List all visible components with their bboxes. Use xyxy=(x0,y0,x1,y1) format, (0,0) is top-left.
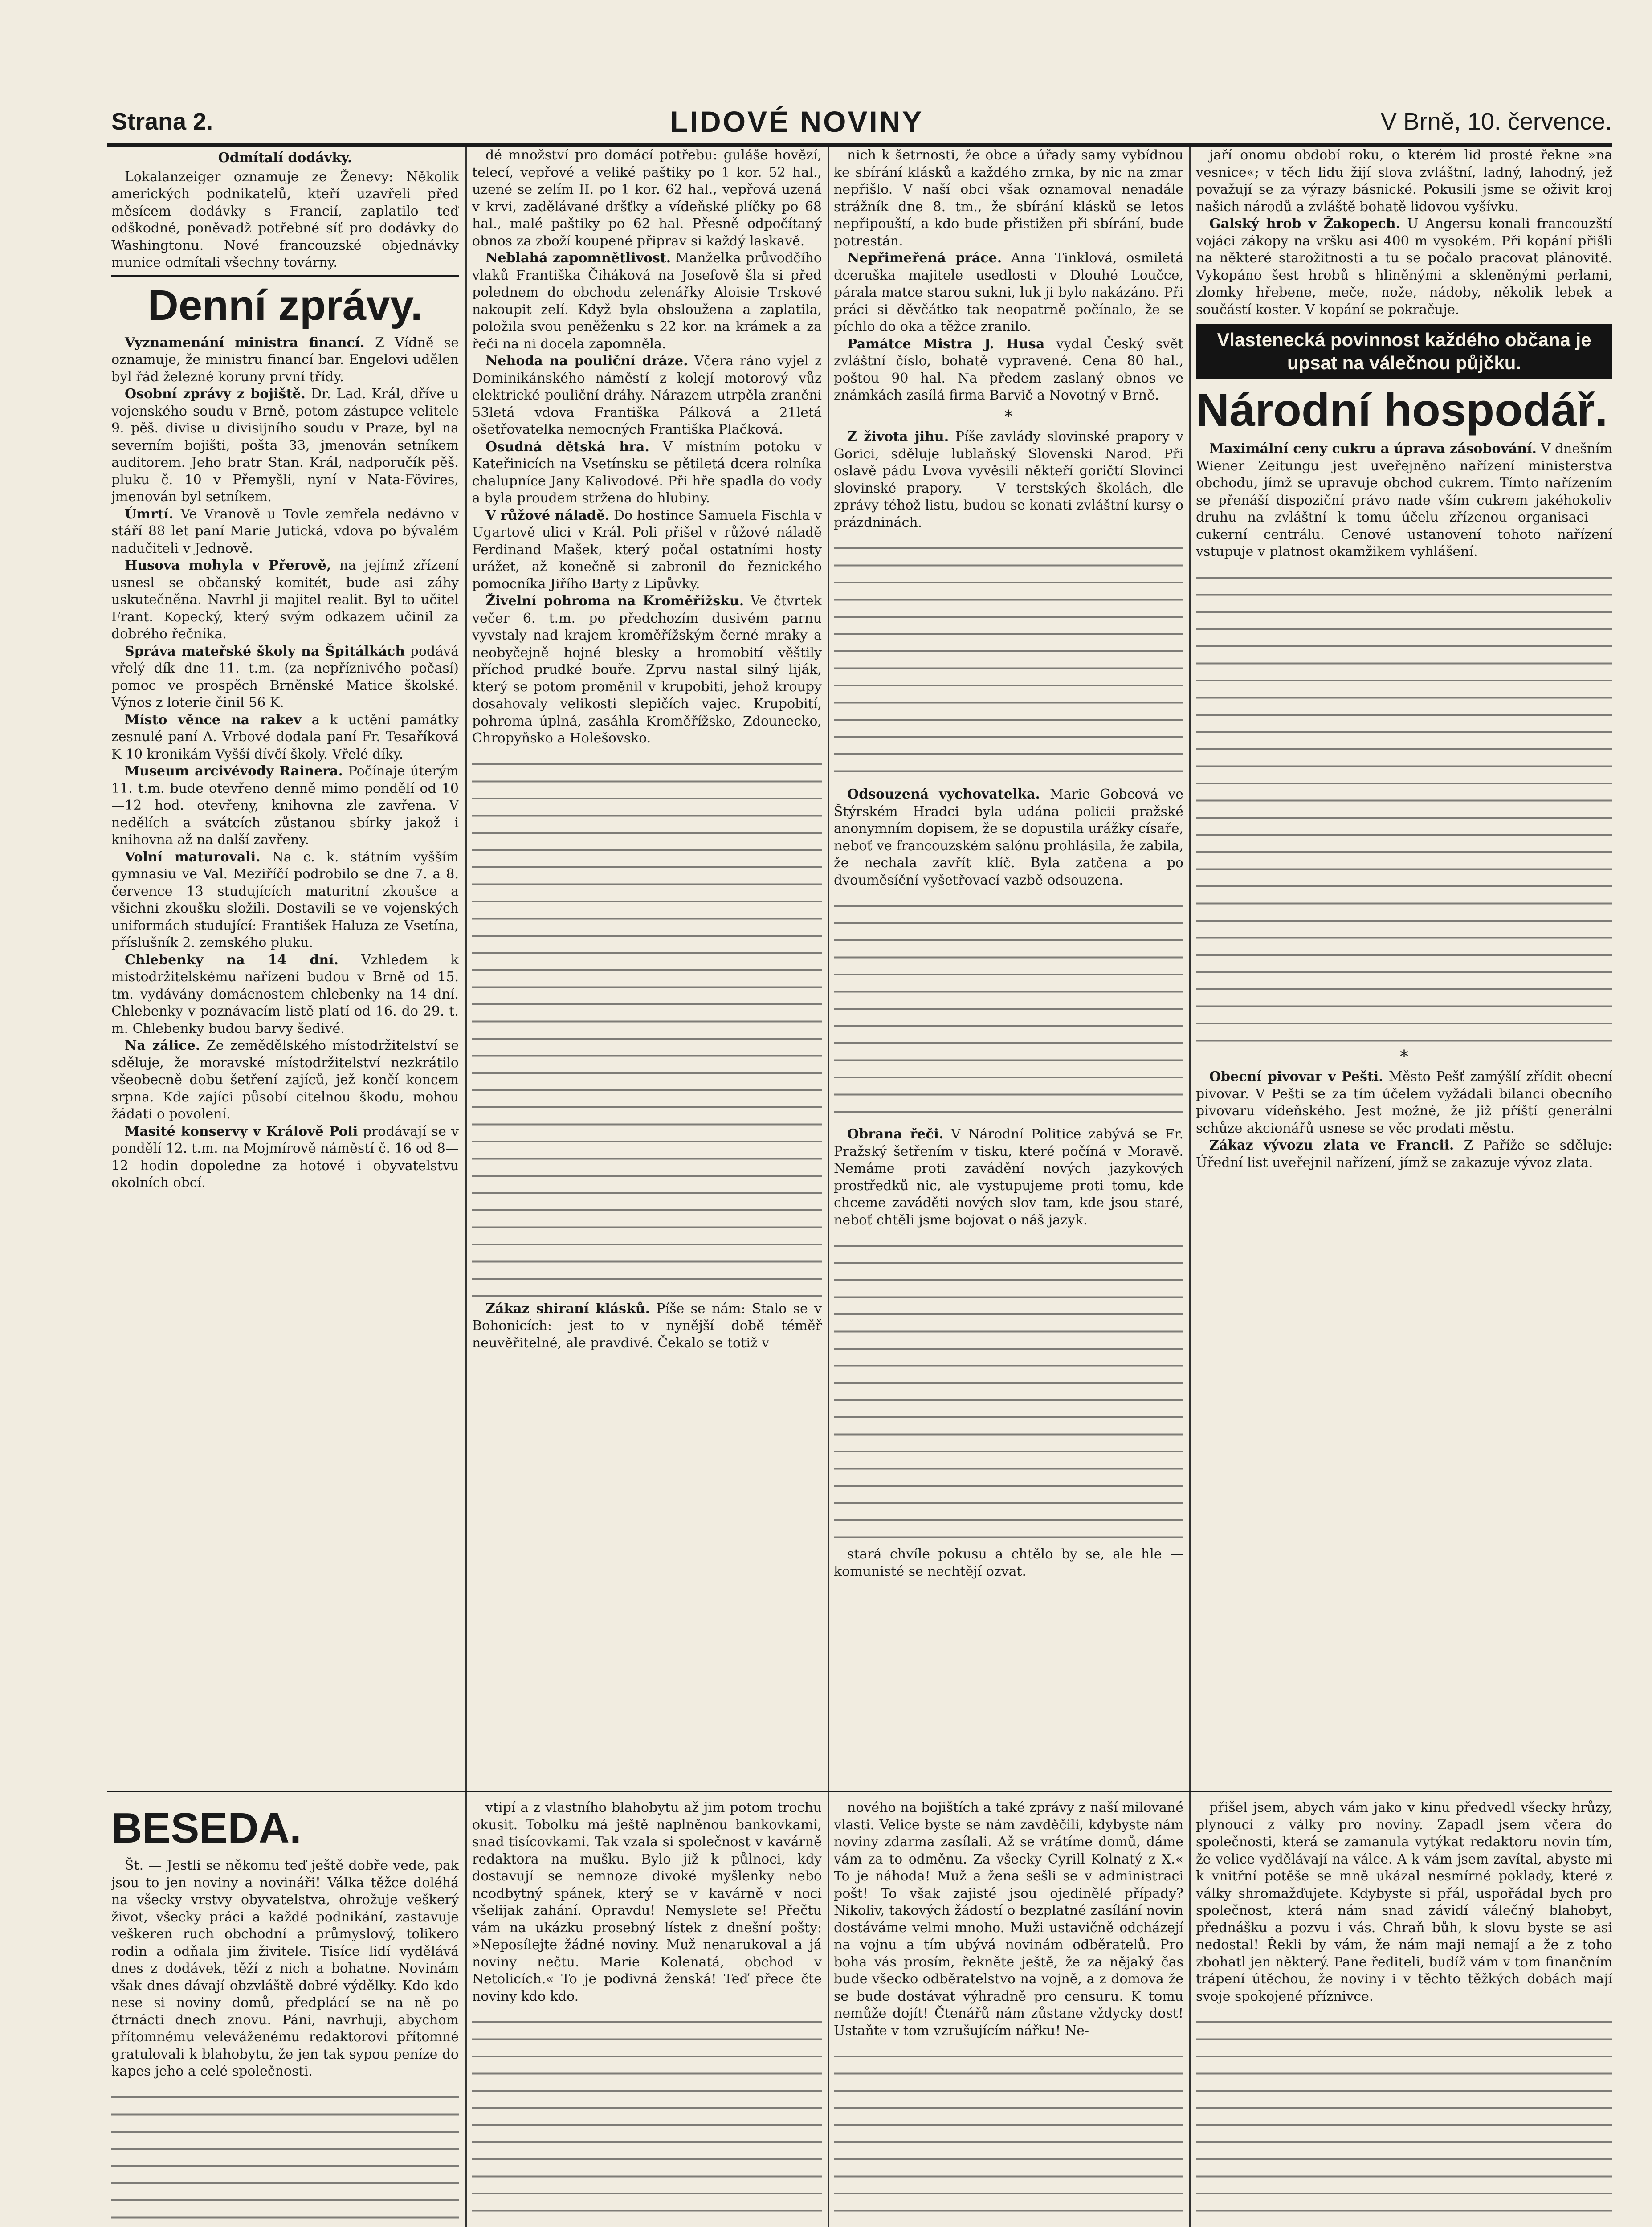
article-lead: Osobní zprávy z bojiště. xyxy=(125,386,306,402)
feuilleton-column-2 xyxy=(472,1799,822,2227)
article-text: vydal Český svět zvláštní číslo, bohatě vypravené. Cena 80 hal., poštou 90 hal. Na předem zaslaný obnos ve známkách zasílá firma Barvič a Novotný v Brně. xyxy=(834,336,1183,403)
article-lead: Neblahá zapomnětlivost. xyxy=(485,250,671,266)
article-text: Do hostince Samuela Fischla v Ugartově ulici v Král. Poli přišel v růžové náladě Ferdinand Mašek, který počal ostatními hosty urážet, až konečně si zabronil do řeznického pomocníka Jiřího Barty z Lipůvky. xyxy=(472,507,822,592)
column-4 xyxy=(1196,147,1612,1784)
article-lead: Správa mateřské školy na Špitálkách xyxy=(125,643,405,659)
article-continuation-text xyxy=(834,1232,1183,1543)
article xyxy=(1196,441,1612,561)
article-text: Počínaje úterým 11. t.m. bude otevřeno denně mimo pondělí od 10—12 hod. otevřeny, knihovna zle zavřena. V nedělích a svátcích zůstanou sbírky jakož i knihovna až na další zavřeny. xyxy=(111,763,459,848)
article-text: na jejímž zřízení usnesl se občanský komitét, bude asi záhy uskutečněna. Navrhl ji majitel realit. Byl to učitel Frant. Kopecký, který svým odkazem učinil za dobrého řečníka. xyxy=(111,558,459,642)
asterisk-separator-icon: * xyxy=(1400,1046,1408,1066)
article-text: Na c. k. státním vyšším gymnasiu ve Val. Meziříčí podrobilo se dne 7. a 8. července 13 studujících maturitní zkoušce a všichni zkoušku složili. Dostavili se ve vojenských uniformách studující: František Haluza ze Vsetína, příslušník 2. zemského pluku. xyxy=(111,849,459,950)
article xyxy=(834,786,1183,889)
article xyxy=(111,334,459,386)
article xyxy=(111,1123,459,1192)
article-text: Ze zemědělského místodržitelství se sděluje, že moravské místodržitelství nezkrátilo všeobecně dobu šetření zajíců, jež končí koncem srpna. Kde zajíci působí citelnou škodu, mohou žádati o povolení. xyxy=(111,1038,459,1122)
article-lead: Odsouzená vychovatelka. xyxy=(847,787,1040,802)
article xyxy=(472,1301,822,1352)
feuilleton-column-4 xyxy=(1196,1799,1612,2227)
article xyxy=(111,643,459,712)
article-continuation-text xyxy=(472,750,822,1298)
article-text: V dnešním Wiener Zeitungu jest uveřejněno nařízení ministerstva obchodu, jímž se upravuje obchod cukrem. Tímto nařízením se přenáší dispoziční právo nade vším cukrem jakéhokoliv druhu na zvláštní k tomu účelu zřízenou organisaci — cukerní centrálu. Cenové ustanovení tohoto nařízení vstupuje v platnost okamžikem vyhlášení. xyxy=(1196,441,1612,559)
article-lead: Obecní pivovar v Pešti. xyxy=(1209,1069,1383,1085)
article xyxy=(111,1037,459,1123)
feuilleton-text: Št. — Jestli se někomu teď ještě dobře vede, pak jsou to jen noviny a novináři! Válka těžce doléhá na všecky vrstvy obyvatelstva, ohrožuje veškerý život, všecky práci a každé podnikání, zastavuje veškeren ruch obchodní a průmyslový, tolikero rodin a odňala jim živitele. Tisíce lidí vydělává dnes z dodávek, těží z nich a bohatne. Novinám však dnes dávají obzvláště dobré výdělky. Kdo kdo nese si noviny domů, předplácí se na ně po čtrnácti dnech znovu. Páni, navrhuji, abychom přítomnému veleváženému redaktorovi přítomné gratulovali k blahobytu, že jen tak sypou peníze do kapes jeho a celé společnosti. xyxy=(111,1858,459,2079)
article xyxy=(111,712,459,763)
article-lead: Úmrtí. xyxy=(125,506,174,522)
article-text: Včera ráno vyjel z Dominikánského náměstí z kolejí motorový vůz elektrické pouliční dráhy. Nárazem utrpěla zraněni 53letá vdova Františka Pálková a 21letá ošetřovatelka nemocných Františka Plačková. xyxy=(472,353,822,437)
feuilleton-title: BESEDA. xyxy=(111,1804,302,1852)
article-text: stará chvíle pokusu a chtělo by se, ale hle — komunisté se nechtějí ozvat. xyxy=(834,1546,1183,1579)
article-text: Píše se nám: Stalo se v Bohonicích: jest to v nynější době téměř neuvěřitelné, ale pravdivé. Čekalo se totiž v xyxy=(472,1301,822,1351)
article-text: Píše zavlády slovinské prapory v Gorici, sděluje lublaňský Slovenski Narod. Při oslavě pádu Lvova vyvěsili někteří goričtí Slovinci slovinské prapory. — V terstských školách, dle zprávy téhož listu, budou se konati zvláštní kursy o prázdninách. xyxy=(834,429,1183,530)
article xyxy=(472,250,822,353)
article-lead: Na zálice. xyxy=(125,1038,200,1053)
article-text: Manželka průvodčího vlaků Františka Čiháková na Josefově šla si před polednem do obchodu zelenářky Aloisie Trskové nakoupit zelí. Když byla obsloužena a zaplatila, položila svou peněženku s 22 kor. na krámek a za řeči na ni docela zapomněla. xyxy=(472,250,822,352)
article-lead: Masité konservy v Králově Poli xyxy=(125,1123,358,1139)
article-continuation-text xyxy=(1196,563,1612,1044)
article xyxy=(1196,1069,1612,1137)
divider xyxy=(111,275,459,277)
article xyxy=(111,506,459,558)
feuilleton-text: vtipí a z vlastního blahobytu až jim potom trochu okusit. Tobolku má ještě naplněnou bankovkami, snad tisícovkami. Tak vzala si společnost v kavárně redaktora na mušku. Bylo již k půlnoci, kdy dostavují se nemnoze divoké myšlenky nebo ncodbytný spánek, který se v kavárně v noci všelijak zahání. Opravdu! Nemyslete se! Přečtu vám na ukázku prosebný lístek z dnešní pošty: »Neposílejte žádné noviny. Muž nenarukoval a já noviny nečtu. Marie Kolenatá, obchod v Netolicích.« To je podivná ženská! Teď přece čte noviny kdo kdo. xyxy=(472,1800,822,2004)
article-lead: Vyznamenání ministra financí. xyxy=(125,334,365,351)
feuilleton-text: přišel jsem, abych vám jako v kinu předvedl všecky hrůzy, plynoucí z války pro noviny. Zapadl jsem včera do společnosti, která se zamanula vytýkat redaktoru novin tím, že velice vydělávají na válce. A k vám jsem zavítal, abyste mi k vnitřní potěše se mně ukázal nesmírné poklady, které z války shromažďujete. Kdybyste si přál, uspořádal bych pro společnost, která nám snad závidí válečný blahobyt, přednášku a pozvu i vás. Chraň bůh, k slovu byste se asi nedostal! Řekli by vám, že nám maji nemají a že z toho zbohatl jen některý. Pane řediteli, budíž vám v tom finančním trápení útěchou, že noviny i v těchto těžkých dobách mají svoje spokojené příznivce. xyxy=(1196,1800,1612,2004)
masthead-rule xyxy=(107,143,1612,147)
article xyxy=(111,849,459,952)
article-text: prodávají se v pondělí 12. t.m. na Mojmírově náměstí č. 16 od 8—12 hodin dopoledne za hotové i obyvatelstvu okolních obcí. xyxy=(111,1123,459,1191)
article-text: a k uctění památky zesnulé paní A. Vrbové dodala paní Fr. Tesaříková K 10 kronikám Vyšší dívčí školy. Vřelé díky. xyxy=(111,712,459,762)
article xyxy=(472,353,822,439)
article xyxy=(111,952,459,1038)
feuilleton-text: nového na bojištích a také zprávy z naší milované vlasti. Velice byste se nám zavděčili, kdybyste nám noviny zdarma zasílali. Až se vrátíme domů, dáme vám za to odměnu. Za všecky Cyrill Kolnatý z X.« To je náhoda! Muž a žena sešli se v administraci pošt! To však zajisté jsou ojedinělé případy? Nikoliv, takových žádostí o bezplatné zasílání novin dostáváme velmi mnoho. Muži ustavičně odcházejí na vojnu a tím ubývá novinám odběratelů. Pro boha vás prosím, řekněte ještě, že za nějaký čas bude všecko odběratelstvo na vojně, a z domova že se bude dostávat výhradně pro censuru. K tomu nemůže dojít! Čtenářů nám zůstane vždycky dost! Ustaňte v tom vzrušujícím nářku! Ne- xyxy=(834,1800,1183,2039)
article xyxy=(1196,216,1612,318)
article-text: nich k šetrnosti, že obce a úřady samy vybídnou ke sbírání klásků a každého zrnka, by nic na zmar nepřišlo. V naší obci však oznamoval nenadále strážník dne 8. tm., že sbírání klásků se letos nepřipouští, a kdo bude přistižen při sbírání, bude potrestán. xyxy=(834,147,1183,249)
feuilleton-column-1 xyxy=(111,1799,459,2227)
section-title-denni-zpravy: Denní zprávy. xyxy=(147,281,423,329)
article-continuation-text xyxy=(834,892,1183,1123)
article-text: Ve čtvrtek večer 6. t.m. po předchozím dusivém parnu vyvstaly nad krajem kroměřížským černé mraky a neobyčejně hojné blesky a hromobití věštily příchod prudké bouře. Zprvu nastal silný liják, který se potom proměnil v krupobití, jehož kroupy dosahovaly velikosti slepičích vajec. Krupobití, pohroma úplná, zasáhla Kroměřížsko, Zdounecko, Chropyňsko a Holešovsko. xyxy=(472,593,822,746)
newspaper-title: LIDOVÉ NOVINY xyxy=(670,105,924,138)
column-rule xyxy=(828,147,829,2227)
article-lead: Maximální ceny cukru a úprava zásobování. xyxy=(1209,441,1537,457)
article-lead: Osudná dětská hra. xyxy=(485,439,649,455)
column-1 xyxy=(111,147,459,1784)
article-lead: Husova mohyla v Přerově, xyxy=(125,558,331,573)
article-lead: Památce Mistra J. Husa xyxy=(847,336,1045,352)
feuilleton-continuation-text xyxy=(834,2042,1183,2227)
war-loan-banner: Vlastenecká povinnost každého občana je upsat na válečnou půjčku. xyxy=(1196,324,1612,379)
feuilleton-continuation-text xyxy=(111,2083,459,2227)
article-lead: Nepřimeřená práce. xyxy=(847,250,1002,266)
article xyxy=(111,557,459,643)
article xyxy=(834,250,1183,336)
column-2 xyxy=(472,147,822,1784)
article-lead: Z života jihu. xyxy=(847,429,949,445)
asterisk-separator-icon: * xyxy=(1004,406,1013,426)
article-text: Dr. Lad. Král, dříve u vojenského soudu v Brně, potom zástupce velitele 9. pěš. divise u divisijního soudu v Praze, byl na severním bojišti, pošta 33, jmenován setníkem auditorem. Jeho bratr Stan. Král, nadporučík pěš. pluku č. 10 v Přemyšli, nyní v Nata-Fövires, jmenován byl setníkem. xyxy=(111,386,459,505)
article-text: Marie Gobcová ve Štýrském Hradci byla udána policii pražské anonymním dopisem, že se dopustila urážky císaře, neboť ve francouzském salónu prohlásila, že zabila, že nechala zavřít klíč. Byla zatčena a po dvouměsíční vyšetřovací vazbě odsouzena. xyxy=(834,787,1183,888)
article-lead: V růžové náladě. xyxy=(485,507,610,523)
article-lead: Živelní pohroma na Kroměřížsku. xyxy=(485,593,744,609)
article xyxy=(111,763,459,849)
article-text: dé množství pro domácí potřebu: guláše hovězí, telecí, vepřové a veliké paštiky po 1 kor. 52 hal., uzené se zelím II. po 1 kor. 62 hal., vepřová uzená v krvi, zadělávané dršťky a vídeňské plíčky po 68 hal., malé paštiky po 62 hal. Přesně odpočítaný obnos za zboží koupené připrav si každý laskavě. xyxy=(472,147,822,249)
article-text: Město Pešť zamýšlí zřídit obecní pivovar. V Pešti se za tím účelem vyžádali bilanci obecního pivovaru vídeňského. Jest možné, že již příští generální schůze akcionářů usnese se věc prodati městu. xyxy=(1196,1069,1612,1136)
article-text: V Národní Politice zabývá se Fr. Pražský šetřením v tisku, které počíná v Moravě. Nemáme proti zavádění nových jazykových prostředků nic, ale vystupujeme proti tomu, kde chceme zaváděti nových slov tam, kde jsou staré, neboť chtěli jsme bojovat o náš jazyk. xyxy=(834,1126,1183,1228)
article xyxy=(111,386,459,506)
article-lead: Zákaz shiraní klásků. xyxy=(485,1301,650,1317)
article xyxy=(472,507,822,593)
article xyxy=(472,593,822,747)
column-3 xyxy=(834,147,1183,1784)
article-lead: Galský hrob v Žakopech. xyxy=(1209,216,1401,232)
page-number: Strana 2. xyxy=(111,108,213,135)
article-text: Lokalanzeiger oznamuje ze Ženevy: Několik amerických podnikatelů, kteří uzavřeli před měsícem dodávky s Francií, zaplatilo teď odškodné, poněvadž potřebné síť pro dodávky do Washingtonu. Nové francouzské objednávky munice odmítali všechny továrny. xyxy=(111,169,459,270)
article xyxy=(834,336,1183,404)
feuilleton-continuation-text xyxy=(472,2008,822,2227)
article-text: V místním potoku v Kateřinicích na Vsetínsku se pětiletá dcera rolníka chalupníce Jany Kalivodové. Při hře spadla do vody a byla proudem stržena do hlubiny. xyxy=(472,439,822,506)
article-lead: Museum arcivévody Rainera. xyxy=(125,763,343,779)
article-text: jaří onomu období roku, o kterém lid prosté řekne »na vesnice«; v těch lidu žijí slova zvláštní, ladný, lahodný, jež považují se za výrazy básnické. Pokusili jsme se oživit kroj našich národů a zvláště bohatě lidovou vyšívku. xyxy=(1196,147,1612,215)
article xyxy=(834,428,1183,531)
section-title-narodni-hospodar: Národní hospodář. xyxy=(1196,384,1608,436)
column-rule xyxy=(1189,147,1191,2227)
article-lead: Obrana řeči. xyxy=(847,1126,944,1142)
article-text: podává vřelý dík dne 11. t.m. (za nepříznivého počasí) pomoc ve prospěch Brněnské Matice školské. Výnos z loterie činil 56 K. xyxy=(111,643,459,710)
article xyxy=(834,1126,1183,1229)
article xyxy=(1196,1137,1612,1171)
article-text: Vzhledem k místodržitelskému nařízení budou v Brně od 15. tm. vydávány domácnostem chlebenky na 14 dní. Chlebenky v poznávacím listě platí od 16. do 29. t. m. Chlebenky budou barvy šedivé. xyxy=(111,952,459,1036)
headline: Odmítalí dodávky. xyxy=(218,150,352,166)
article-lead: Chlebenky na 14 dní. xyxy=(125,952,339,968)
article-lead: Nehoda na pouliční dráze. xyxy=(485,353,688,369)
article-text: Z Paříže se sděluje: Úřední list uveřejnil nařízení, jímž se zakazuje vývoz zlata. xyxy=(1196,1138,1612,1171)
article-lead: Místo věnce na rakev xyxy=(125,712,302,728)
article-continuation-text xyxy=(834,534,1183,783)
column-rule xyxy=(465,147,467,2227)
dateline: V Brně, 10. července. xyxy=(1380,108,1612,135)
article-lead: Zákaz vývozu zlata ve Francii. xyxy=(1209,1138,1454,1153)
article-text: Z Vídně se oznamuje, že ministru financí bar. Engelovi udělen byl řád železné koruny první třídy. xyxy=(111,334,459,385)
article-text: Ve Vranově u Tovle zemřela nedávno v stáří 88 let paní Marie Jutická, vdova po bývalém nadučiteli v Jednově. xyxy=(111,506,459,556)
feuilleton-rule xyxy=(107,1791,1612,1792)
article-text: Anna Tinklová, osmiletá dceruška majitele usedlosti v Dlouhé Loučce, párala matce starou sukni, luk ji bylo nakázáno. Při práci si děvčátko tak neopatrně počínalo, že se píchlo do oka a těžce zranilo. xyxy=(834,250,1183,334)
feuilleton-column-3 xyxy=(834,1799,1183,2227)
article-lead: Volní maturovali. xyxy=(125,849,261,865)
feuilleton-continuation-text xyxy=(1196,2008,1612,2227)
article xyxy=(472,439,822,507)
masthead xyxy=(111,100,1612,143)
article-text: U Angersu konali francouzští vojáci zákopy na vršku asi 400 m vysokém. Při kopání přišli na některé starožitnosti a tu se počalo pracovat plánovitě. Vykopáno šest hrobů s hliněnými a skleněnými perlami, zlomky hřebene, meče, nože, nádoby, několik lebek a součástí koster. V kopání se pokračuje. xyxy=(1196,216,1612,318)
